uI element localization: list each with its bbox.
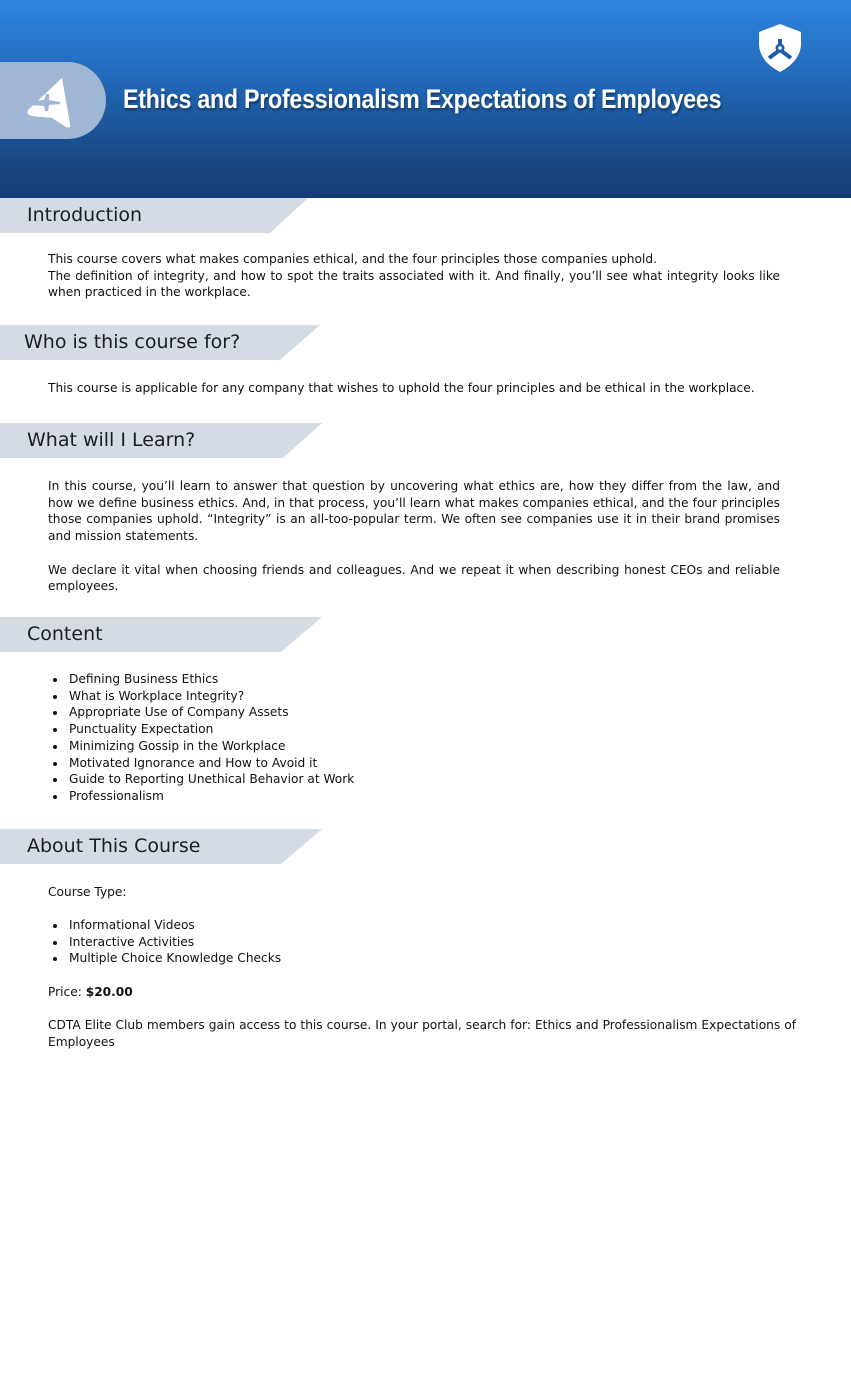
- page-header: [0, 0, 851, 198]
- learn-paragraph: We declare it vital when choosing friends and colleagues. And we repeat it when describing honest CEOs and reliable employees.: [48, 562, 780, 594]
- intro-line: The definition of integrity, and how to spot the traits associated with it. And finally, you’ll see what integrity looks like when practiced in the workplace.: [48, 268, 780, 300]
- section-title: Content: [27, 623, 103, 645]
- section-heading-audience: [0, 325, 322, 360]
- list-item: Interactive Activities: [48, 934, 281, 951]
- introduction-text: [48, 251, 780, 301]
- course-type-list: [48, 917, 281, 967]
- list-item: Appropriate Use of Company Assets: [48, 704, 354, 721]
- section-heading-about: [0, 829, 324, 864]
- airplane-icon-badge: [0, 62, 106, 139]
- shield-logo-icon: [755, 22, 805, 74]
- price-value: $20.00: [85, 985, 133, 999]
- list-item: Punctuality Expectation: [48, 721, 354, 738]
- section-heading-content: [0, 617, 324, 652]
- section-title: Who is this course for?: [24, 331, 241, 353]
- airplane-icon: [22, 76, 74, 130]
- audience-text: [48, 380, 780, 397]
- learn-paragraph: In this course, you’ll learn to answer that question by uncovering what ethics are, how they differ from the law, and how we define business ethics. And, in that process, you’ll learn what makes companies ethical, and the four principles those companies uphold. “Integrity” is an all-too-popular term. We often see companies use it in their brand promises and mission statements.: [48, 479, 780, 544]
- list-item: Informational Videos: [48, 917, 281, 934]
- list-item: Professionalism: [48, 788, 354, 805]
- membership-note-text: CDTA Elite Club members gain access to this course. In your portal, search for: Ethics and Professionalism Expectations of Employees: [48, 1018, 796, 1049]
- list-item: Minimizing Gossip in the Workplace: [48, 738, 354, 755]
- list-item: Guide to Reporting Unethical Behavior at Work: [48, 771, 354, 788]
- list-item: Defining Business Ethics: [48, 671, 354, 688]
- learn-text: [48, 478, 780, 595]
- section-heading-introduction: [0, 198, 310, 233]
- price-line: [48, 984, 780, 1001]
- list-item: Multiple Choice Knowledge Checks: [48, 950, 281, 967]
- page-title: Ethics and Professionalism Expectations of Employees: [123, 84, 722, 114]
- course-type-heading: Course Type:: [48, 885, 127, 899]
- audience-line: This course is applicable for any company that wishes to uphold the four principles and be ethical in the workplace.: [48, 381, 755, 395]
- section-title: What will I Learn?: [27, 429, 196, 451]
- content-list: [48, 671, 354, 805]
- list-item: What is Workplace Integrity?: [48, 688, 354, 705]
- membership-note: [48, 1017, 796, 1050]
- course-type-label: [48, 884, 780, 901]
- list-item: Motivated Ignorance and How to Avoid it: [48, 755, 354, 772]
- intro-line: This course covers what makes companies ethical, and the four principles those companies uphold.: [48, 252, 657, 266]
- price-label: Price:: [48, 985, 86, 999]
- section-heading-learn: [0, 423, 324, 458]
- section-title: Introduction: [27, 204, 143, 226]
- section-title: About This Course: [27, 835, 201, 857]
